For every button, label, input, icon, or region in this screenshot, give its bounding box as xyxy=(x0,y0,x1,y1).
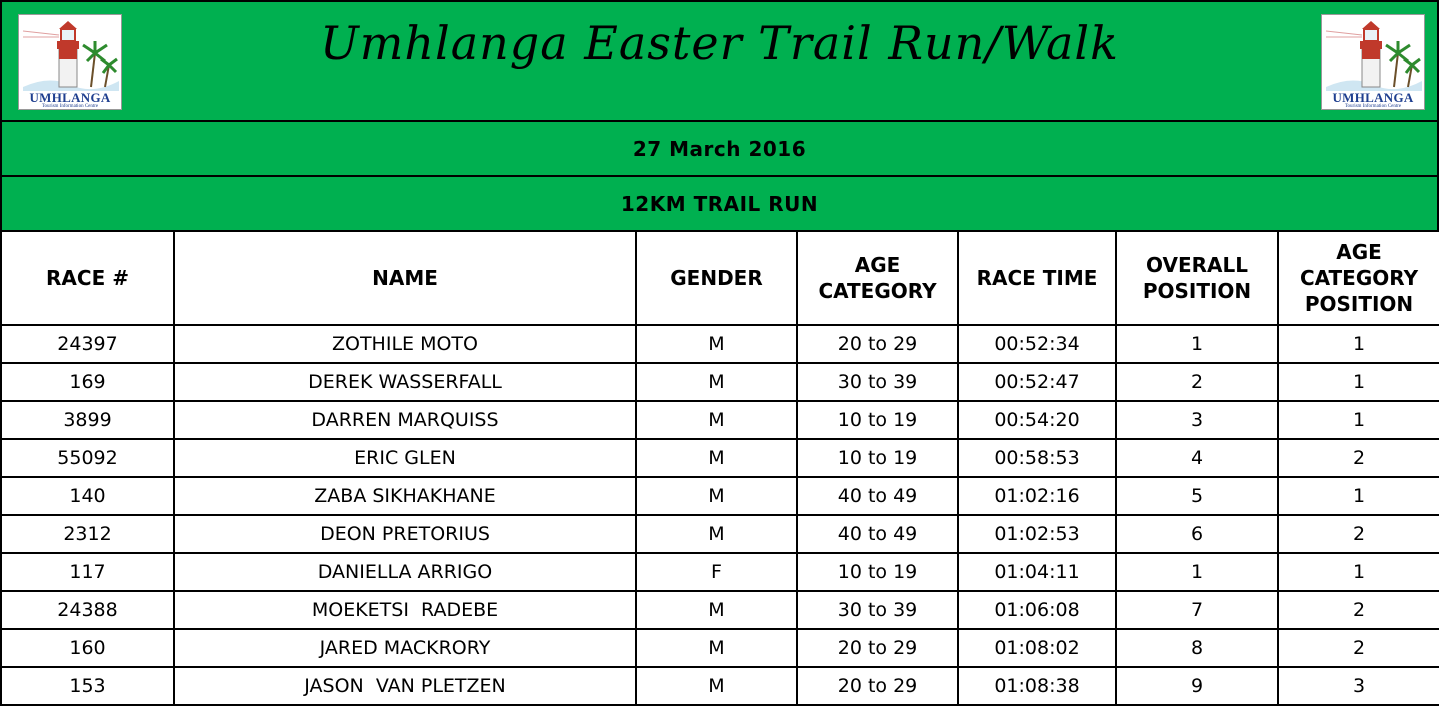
umhlanga-logo-right xyxy=(1321,14,1425,110)
event-date: 27 March 2016 xyxy=(632,137,807,161)
race-time-cell: 00:52:47 xyxy=(958,363,1116,401)
event-name: 12KM TRAIL RUN xyxy=(620,192,819,216)
column-header-race-time: RACE TIME xyxy=(958,231,1116,325)
table-row xyxy=(1,439,1439,477)
column-header-race-number: RACE # xyxy=(1,231,174,325)
table-row xyxy=(1,325,1439,363)
age-category-position-cell: 3 xyxy=(1278,667,1439,705)
race-time-cell: 01:02:16 xyxy=(958,477,1116,515)
column-header-name: NAME xyxy=(174,231,636,325)
overall-position-cell: 3 xyxy=(1116,401,1278,439)
age-category-position-cell: 2 xyxy=(1278,629,1439,667)
overall-position-cell: 6 xyxy=(1116,515,1278,553)
table-row xyxy=(1,629,1439,667)
overall-position-cell: 8 xyxy=(1116,629,1278,667)
race-time-cell: 01:08:02 xyxy=(958,629,1116,667)
gender-cell: M xyxy=(636,401,797,439)
table-row xyxy=(1,553,1439,591)
column-header-age-category: AGE CATEGORY xyxy=(797,231,958,325)
results-table xyxy=(0,230,1439,706)
age-category-position-cell: 1 xyxy=(1278,553,1439,591)
age-category-position-cell: 2 xyxy=(1278,591,1439,629)
header-row xyxy=(1,231,1439,325)
column-header-overall-position: OVERALL POSITION xyxy=(1116,231,1278,325)
race-number-cell: 24388 xyxy=(1,591,174,629)
name-cell: JARED MACKRORY xyxy=(174,629,636,667)
name-cell: DEREK WASSERFALL xyxy=(174,363,636,401)
race-number-cell: 140 xyxy=(1,477,174,515)
age-category-cell: 10 to 19 xyxy=(797,401,958,439)
name-cell: MOEKETSI RADEBE xyxy=(174,591,636,629)
race-number-cell: 2312 xyxy=(1,515,174,553)
table-row xyxy=(1,401,1439,439)
name-cell: DANIELLA ARRIGO xyxy=(174,553,636,591)
race-time-cell: 01:04:11 xyxy=(958,553,1116,591)
age-category-cell: 10 to 19 xyxy=(797,439,958,477)
gender-cell: M xyxy=(636,363,797,401)
logo-wordmark: UMHLANGA xyxy=(1332,90,1414,105)
age-category-cell: 20 to 29 xyxy=(797,325,958,363)
race-time-cell: 00:54:20 xyxy=(958,401,1116,439)
name-cell: ZABA SIKHAKHANE xyxy=(174,477,636,515)
logo-subtext: Tourism Information Centre xyxy=(41,104,99,109)
race-number-cell: 117 xyxy=(1,553,174,591)
race-time-cell: 01:08:38 xyxy=(958,667,1116,705)
age-category-position-cell: 1 xyxy=(1278,477,1439,515)
overall-position-cell: 7 xyxy=(1116,591,1278,629)
results-body xyxy=(1,325,1439,705)
name-cell: JASON VAN PLETZEN xyxy=(174,667,636,705)
race-number-cell: 3899 xyxy=(1,401,174,439)
gender-cell: F xyxy=(636,553,797,591)
event-banner xyxy=(0,175,1439,230)
age-category-cell: 40 to 49 xyxy=(797,477,958,515)
race-time-cell: 00:52:34 xyxy=(958,325,1116,363)
overall-position-cell: 9 xyxy=(1116,667,1278,705)
race-time-cell: 01:02:53 xyxy=(958,515,1116,553)
race-number-cell: 160 xyxy=(1,629,174,667)
age-category-cell: 40 to 49 xyxy=(797,515,958,553)
race-time-cell: 01:06:08 xyxy=(958,591,1116,629)
age-category-cell: 30 to 39 xyxy=(797,363,958,401)
table-row xyxy=(1,515,1439,553)
date-banner xyxy=(0,120,1439,175)
name-cell: ZOTHILE MOTO xyxy=(174,325,636,363)
race-number-cell: 169 xyxy=(1,363,174,401)
overall-position-cell: 2 xyxy=(1116,363,1278,401)
table-row xyxy=(1,667,1439,705)
age-category-cell: 20 to 29 xyxy=(797,667,958,705)
logo-subtext: Tourism Information Centre xyxy=(1344,104,1402,109)
gender-cell: M xyxy=(636,477,797,515)
gender-cell: M xyxy=(636,667,797,705)
page-title: Umhlanga Easter Trail Run/Walk xyxy=(319,16,1120,70)
age-category-position-cell: 2 xyxy=(1278,515,1439,553)
column-header-gender: GENDER xyxy=(636,231,797,325)
gender-cell: M xyxy=(636,515,797,553)
table-row xyxy=(1,363,1439,401)
overall-position-cell: 1 xyxy=(1116,325,1278,363)
title-banner xyxy=(0,0,1439,120)
gender-cell: M xyxy=(636,439,797,477)
age-category-cell: 30 to 39 xyxy=(797,591,958,629)
overall-position-cell: 1 xyxy=(1116,553,1278,591)
overall-position-cell: 4 xyxy=(1116,439,1278,477)
age-category-position-cell: 2 xyxy=(1278,439,1439,477)
race-number-cell: 153 xyxy=(1,667,174,705)
age-category-position-cell: 1 xyxy=(1278,325,1439,363)
name-cell: DEON PRETORIUS xyxy=(174,515,636,553)
gender-cell: M xyxy=(636,325,797,363)
age-category-cell: 20 to 29 xyxy=(797,629,958,667)
age-category-cell: 10 to 19 xyxy=(797,553,958,591)
name-cell: ERIC GLEN xyxy=(174,439,636,477)
logo-wordmark: UMHLANGA xyxy=(29,90,111,105)
table-row xyxy=(1,477,1439,515)
overall-position-cell: 5 xyxy=(1116,477,1278,515)
name-cell: DARREN MARQUISS xyxy=(174,401,636,439)
table-row xyxy=(1,591,1439,629)
gender-cell: M xyxy=(636,591,797,629)
race-time-cell: 00:58:53 xyxy=(958,439,1116,477)
race-number-cell: 55092 xyxy=(1,439,174,477)
age-category-position-cell: 1 xyxy=(1278,401,1439,439)
age-category-position-cell: 1 xyxy=(1278,363,1439,401)
gender-cell: M xyxy=(636,629,797,667)
race-number-cell: 24397 xyxy=(1,325,174,363)
column-header-age-category-position: AGE CATEGORY POSITION xyxy=(1278,231,1439,325)
